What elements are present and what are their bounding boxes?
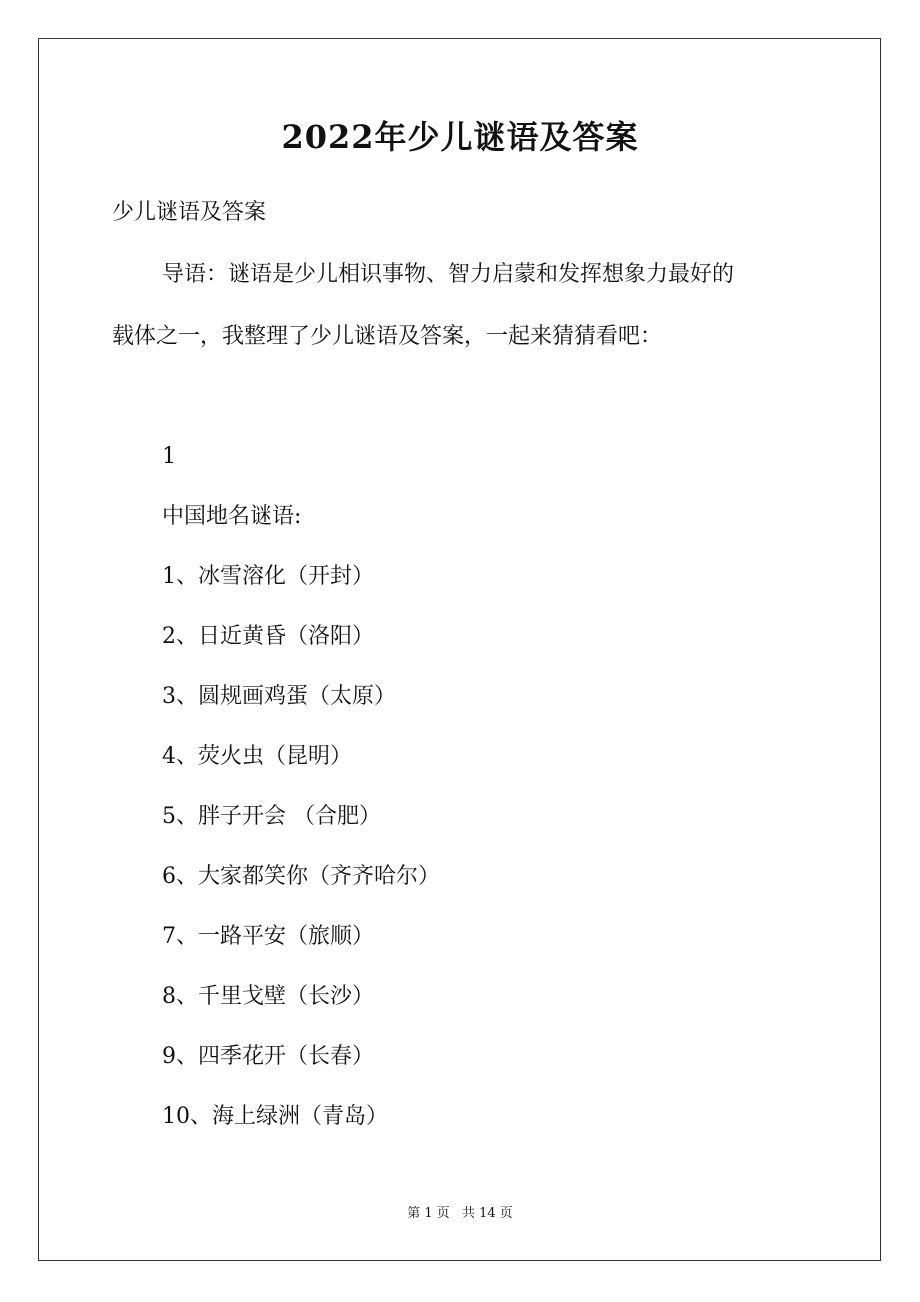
intro-line-2: 载体之一，我整理了少儿谜语及答案，一起来猜猜看吧： [112,324,663,349]
page-footer [0,1204,920,1224]
page-total: 共 14 页 [461,1206,513,1221]
section-heading: 中国地名谜语: [162,504,302,529]
riddle-item: 1、冰雪溶化（开封） [162,564,374,589]
riddle-item: 6、大家都笑你（齐齐哈尔） [162,864,440,889]
riddle-item: 9、四季花开（长春） [162,1044,374,1069]
riddle-item: 10、海上绿洲（青岛） [162,1104,388,1129]
intro-line-1: 导语：谜语是少儿相识事物、智力启蒙和发挥想象力最好的 [162,262,735,287]
riddle-item: 5、胖子开会 （合肥） [162,804,381,829]
riddle-item: 7、一路平安（旅顺） [162,924,374,949]
riddle-item: 2、日近黄昏（洛阳） [162,624,374,649]
page-number: 第 1 页 [407,1206,450,1221]
subtitle: 少儿谜语及答案 [112,200,267,225]
document-title: 2022年少儿谜语及答案 [281,118,639,156]
section-number: 1 [162,444,176,469]
riddle-item: 3、圆规画鸡蛋（太原） [162,684,396,709]
riddle-item: 8、千里戈壁（长沙） [162,984,374,1009]
riddle-item: 4、荧火虫（昆明） [162,744,352,769]
